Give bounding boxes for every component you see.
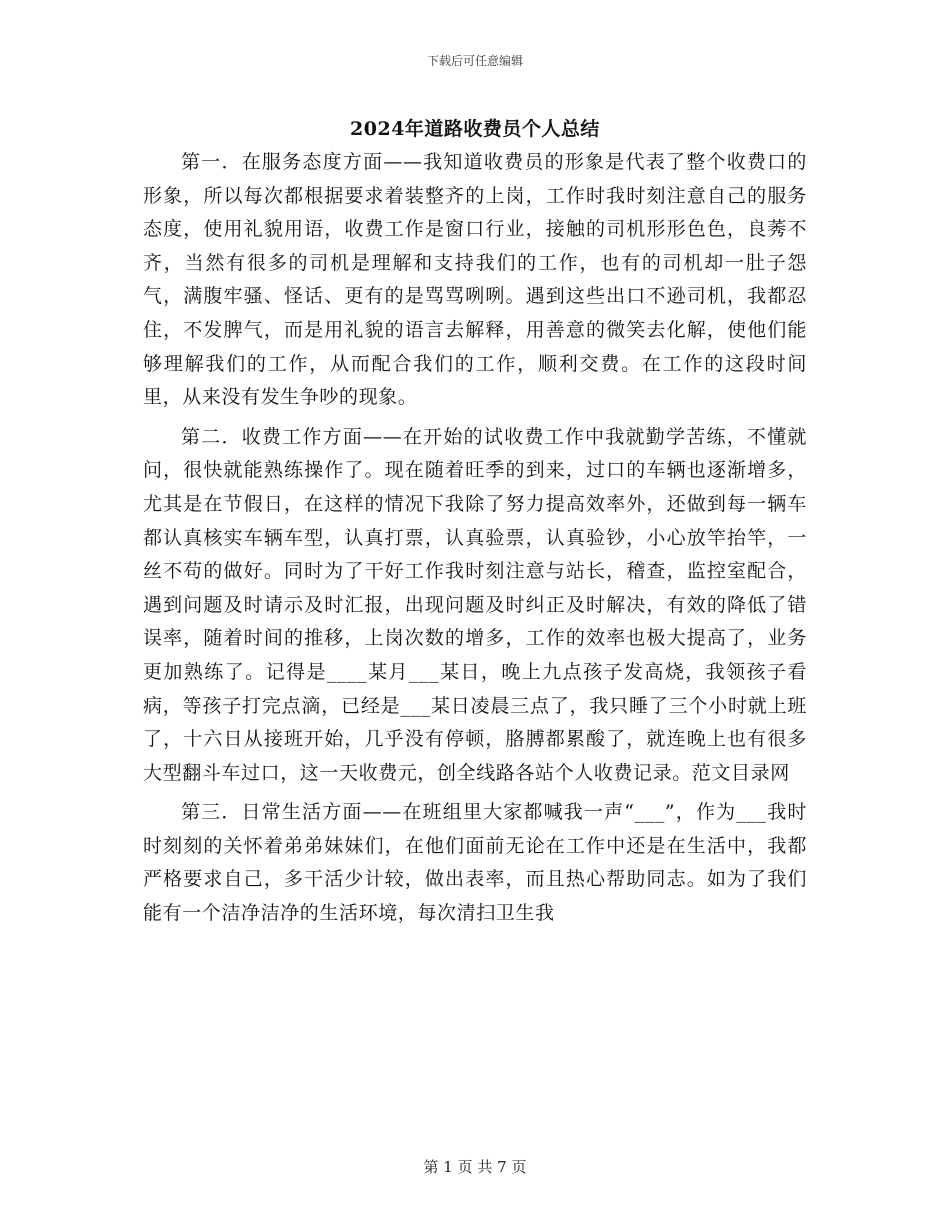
paragraph-1: 第一．在服务态度方面——我知道收费员的形象是代表了整个收费口的形象，所以每次都根据要求着装整齐的上岗，工作时我时刻注意自己的服务态度，使用礼貌用语，收费工作是窗口行业，接触的司机形形色色，良莠不齐，当然有很多的司机是理解和支持我们的工作，也有的司机却一肚子怨气，满腹牢骚、怪话、更有的是骂骂咧咧。遇到这些出口不逊司机，我都忍住，不发脾气，而是用礼貌的语言去解释，用善意的微笑去化解，使他们能够理解我们的工作，从而配合我们的工作，顺利交费。在工作的这段时间里，从来没有发生争吵的现象。 [143, 151, 807, 409]
page-footer: 第 1 页 共 7 页 [423, 1158, 527, 1176]
document-body [143, 146, 807, 937]
page-header: 下载后可任意编辑 [426, 54, 523, 68]
paragraph-3: 第三．日常生活方面——在班组里大家都喊我一声“___”，作为___我时时刻刻的关怀着弟弟妹妹们，在他们面前无论在工作中还是在生活中，我都严格要求自己，多干活少计较，做出表率，而且热心帮助同志。如为了我们能有一个洁净洁净的生活环境，每次清扫卫生我 [143, 801, 807, 925]
paragraph-2: 第二．收费工作方面——在开始的试收费工作中我就勤学苦练，不懂就问，很快就能熟练操作了。现在随着旺季的到来，过口的车辆也逐渐增多，尤其是在节假日，在这样的情况下我除了努力提高效率外，还做到每一辆车都认真核实车辆车型，认真打票，认真验票，认真验钞，小心放竿抬竿，一丝不苟的做好。同时为了干好工作我时刻注意与站长，稽查，监控室配合，遇到问题及时请示及时汇报，出现问题及时纠正及时解决，有效的降低了错误率，随着时间的推移，上岗次数的增多，工作的效率也极大提高了，业务更加熟练了。记得是____某月___某日，晚上九点孩子发高烧，我领孩子看病，等孩子打完点滴，已经是___某日凌晨三点了，我只睡了三个小时就上班了，十六日从接班开始，几乎没有停顿，胳膊都累酸了，就连晚上也有很多大型翻斗车过口，这一天收费元，创全线路各站个人收费记录。范文目录网 [143, 425, 807, 784]
document-title: 2024年道路收费员个人总结 [350, 118, 600, 140]
